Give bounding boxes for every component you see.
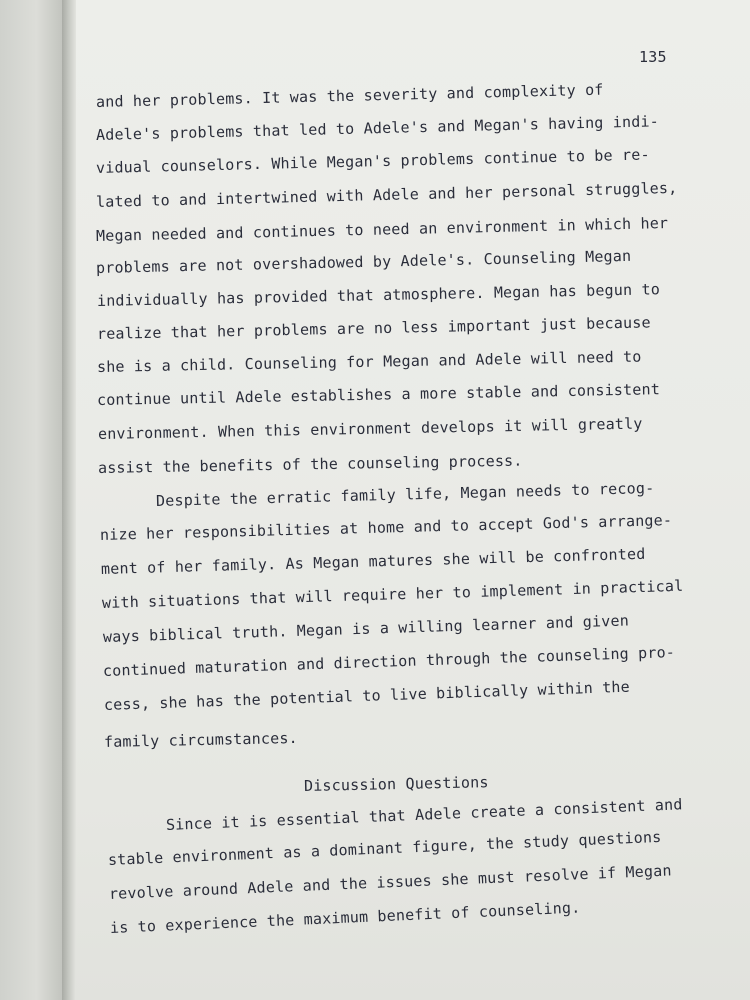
page-text: [72, 0, 750, 1000]
paragraph-1-line-5: Megan needed and continues to need an environment in which her: [95, 214, 669, 245]
paragraph-1-line-1: and her problems. It was the severity and complexity of: [95, 80, 604, 111]
paragraph-1-line-8: realize that her problems are no less important just because: [96, 313, 651, 343]
paragraph-2-line-7: cess, she has the potential to live biblically within the: [103, 677, 631, 714]
paragraph-2-line-5: ways biblical truth. Megan is a willing learner and given: [102, 611, 630, 646]
section-paragraph-line-1: Since it is essential that Adele create a consistent and: [165, 795, 683, 834]
facing-page-edge: [0, 0, 66, 1000]
paragraph-2-line-6: continued maturation and direction through the counseling pro-: [102, 643, 676, 680]
paragraph-2-line-3: ment of her family. As Megan matures she will be confronted: [100, 544, 646, 578]
paragraph-1-line-11: environment. When this environment develops it will greatly: [97, 414, 643, 443]
paragraph-1-line-3: vidual counselors. While Megan's problems continue to be re-: [95, 145, 650, 177]
paragraph-1-line-10: continue until Adele establishes a more stable and consistent: [96, 380, 661, 409]
section-paragraph-line-4: is to experience the maximum benefit of counseling.: [109, 898, 581, 937]
paragraph-2-line-2: nize her responsibilities at home and to accept God's arrange-: [99, 511, 673, 544]
book-page: [72, 0, 750, 1000]
paragraph-2-line-8: family circumstances.: [103, 728, 299, 751]
section-heading: Discussion Questions: [303, 773, 489, 795]
paragraph-1-line-12: assist the benefits of the counseling process.: [97, 451, 523, 477]
paragraph-2-line-1: Despite the erratic family life, Megan needs to recog-: [155, 478, 655, 510]
section-paragraph-line-2: stable environment as a dominant figure, the study questions: [107, 827, 662, 869]
paragraph-1-line-6: problems are not overshadowed by Adele's. Counseling Megan: [95, 246, 632, 277]
page-number: 135: [639, 48, 667, 66]
paragraph-1-line-4: lated to and intertwined with Adele and her personal struggles,: [95, 178, 678, 211]
book-gutter: [62, 0, 76, 1000]
paragraph-1-line-9: she is a child. Counseling for Megan and Adele will need to: [96, 347, 642, 376]
section-paragraph-line-3: revolve around Adele and the issues she must resolve if Megan: [108, 861, 672, 903]
paragraph-1-line-2: Adele's problems that led to Adele's and Megan's having indi-: [95, 112, 660, 144]
paragraph-2-line-4: with situations that will require her to implement in practical: [101, 576, 684, 612]
paragraph-1-line-7: individually has provided that atmosphere. Megan has begun to: [96, 280, 661, 310]
